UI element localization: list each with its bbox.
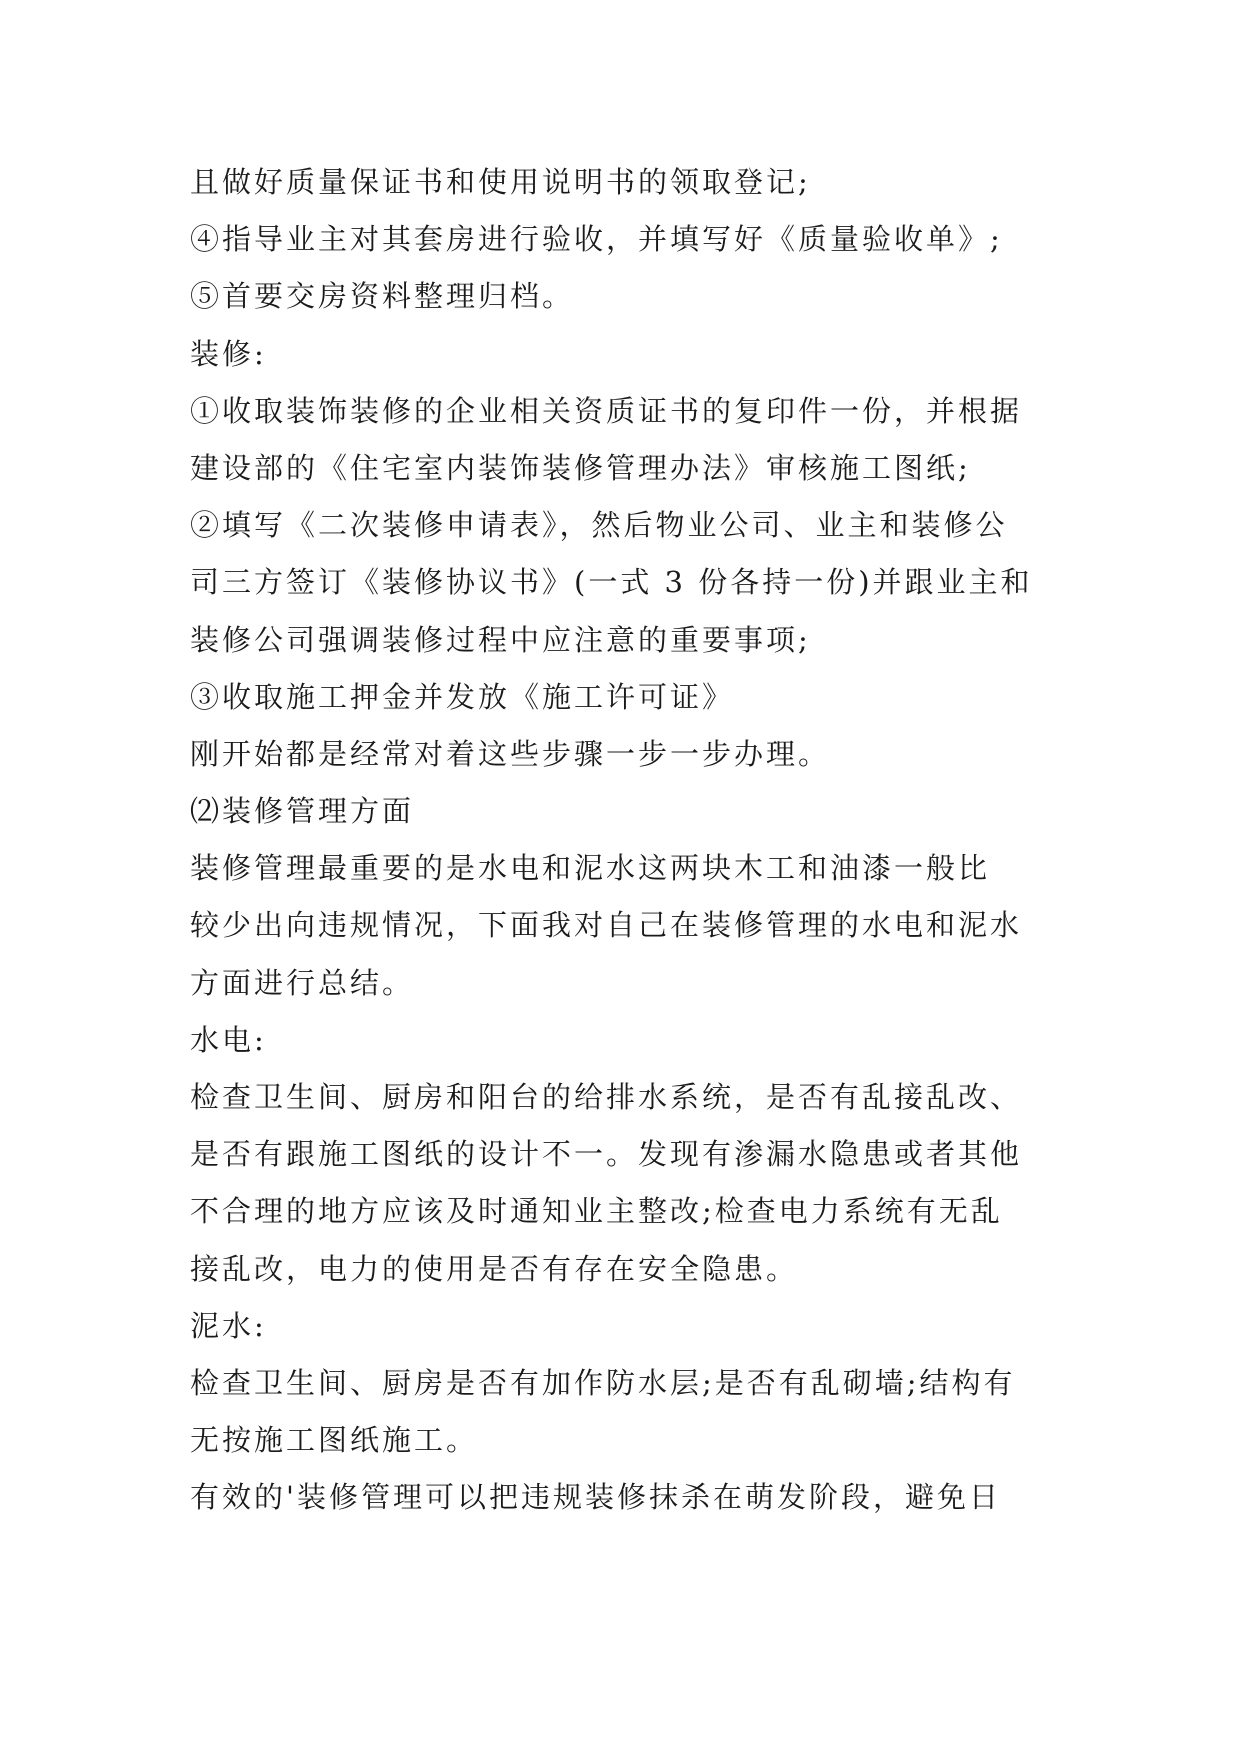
text-line: 检查卫生间、厨房和阳台的给排水系统，是否有乱接乱改、: [190, 1080, 1023, 1114]
section-heading: 泥水:: [190, 1308, 267, 1343]
text-line: 装修管理最重要的是水电和泥水这两块木工和油漆一般比: [190, 851, 991, 886]
text-line: ①收取装饰装修的企业相关资质证书的复印件一份，并根据: [190, 393, 1023, 428]
document-body: [190, 154, 1070, 1527]
text-line: ⑤首要交房资料整理归档。: [190, 279, 575, 314]
text-line: 装修公司强调装修过程中应注意的重要事项;: [190, 622, 811, 657]
text-line: 刚开始都是经常对着这些步骤一步一步办理。: [190, 736, 831, 771]
text-line: 司三方签订《装修协议书》(一式 3 份各持一份)并跟业主和: [190, 565, 1033, 600]
section-heading: 水电:: [190, 1022, 267, 1057]
text-line: ③收取施工押金并发放《施工许可证》: [190, 679, 735, 714]
text-line: ④指导业主对其套房进行验收，并填写好《质量验收单》;: [190, 222, 1003, 257]
text-line: 有效的'装修管理可以把违规装修抹杀在萌发阶段，避免日: [190, 1480, 1001, 1515]
text-line: ②填写《二次装修申请表》，然后物业公司、业主和装修公: [190, 508, 1008, 543]
text-line: 无按施工图纸施工。: [190, 1423, 479, 1458]
text-line: 不合理的地方应该及时通知业主整改;检查电力系统有无乱: [190, 1194, 1003, 1229]
section-heading: ⑵装修管理方面: [190, 794, 415, 829]
text-line: 方面进行总结。: [190, 965, 415, 1000]
text-line: 检查卫生间、厨房是否有加作防水层;是否有乱砌墙;结构有: [190, 1365, 1016, 1400]
text-line: 是否有跟施工图纸的设计不一。发现有渗漏水隐患或者其他: [190, 1137, 1023, 1172]
text-line: 且做好质量保证书和使用说明书的领取登记;: [190, 165, 811, 199]
text-line: 接乱改，电力的使用是否有存在安全隐患。: [190, 1251, 799, 1286]
text-line: 较少出向违规情况，下面我对自己在装修管理的水电和泥水: [190, 908, 1023, 943]
section-heading: 装修:: [190, 336, 267, 371]
text-line: 建设部的《住宅室内装饰装修管理办法》审核施工图纸;: [190, 450, 971, 485]
